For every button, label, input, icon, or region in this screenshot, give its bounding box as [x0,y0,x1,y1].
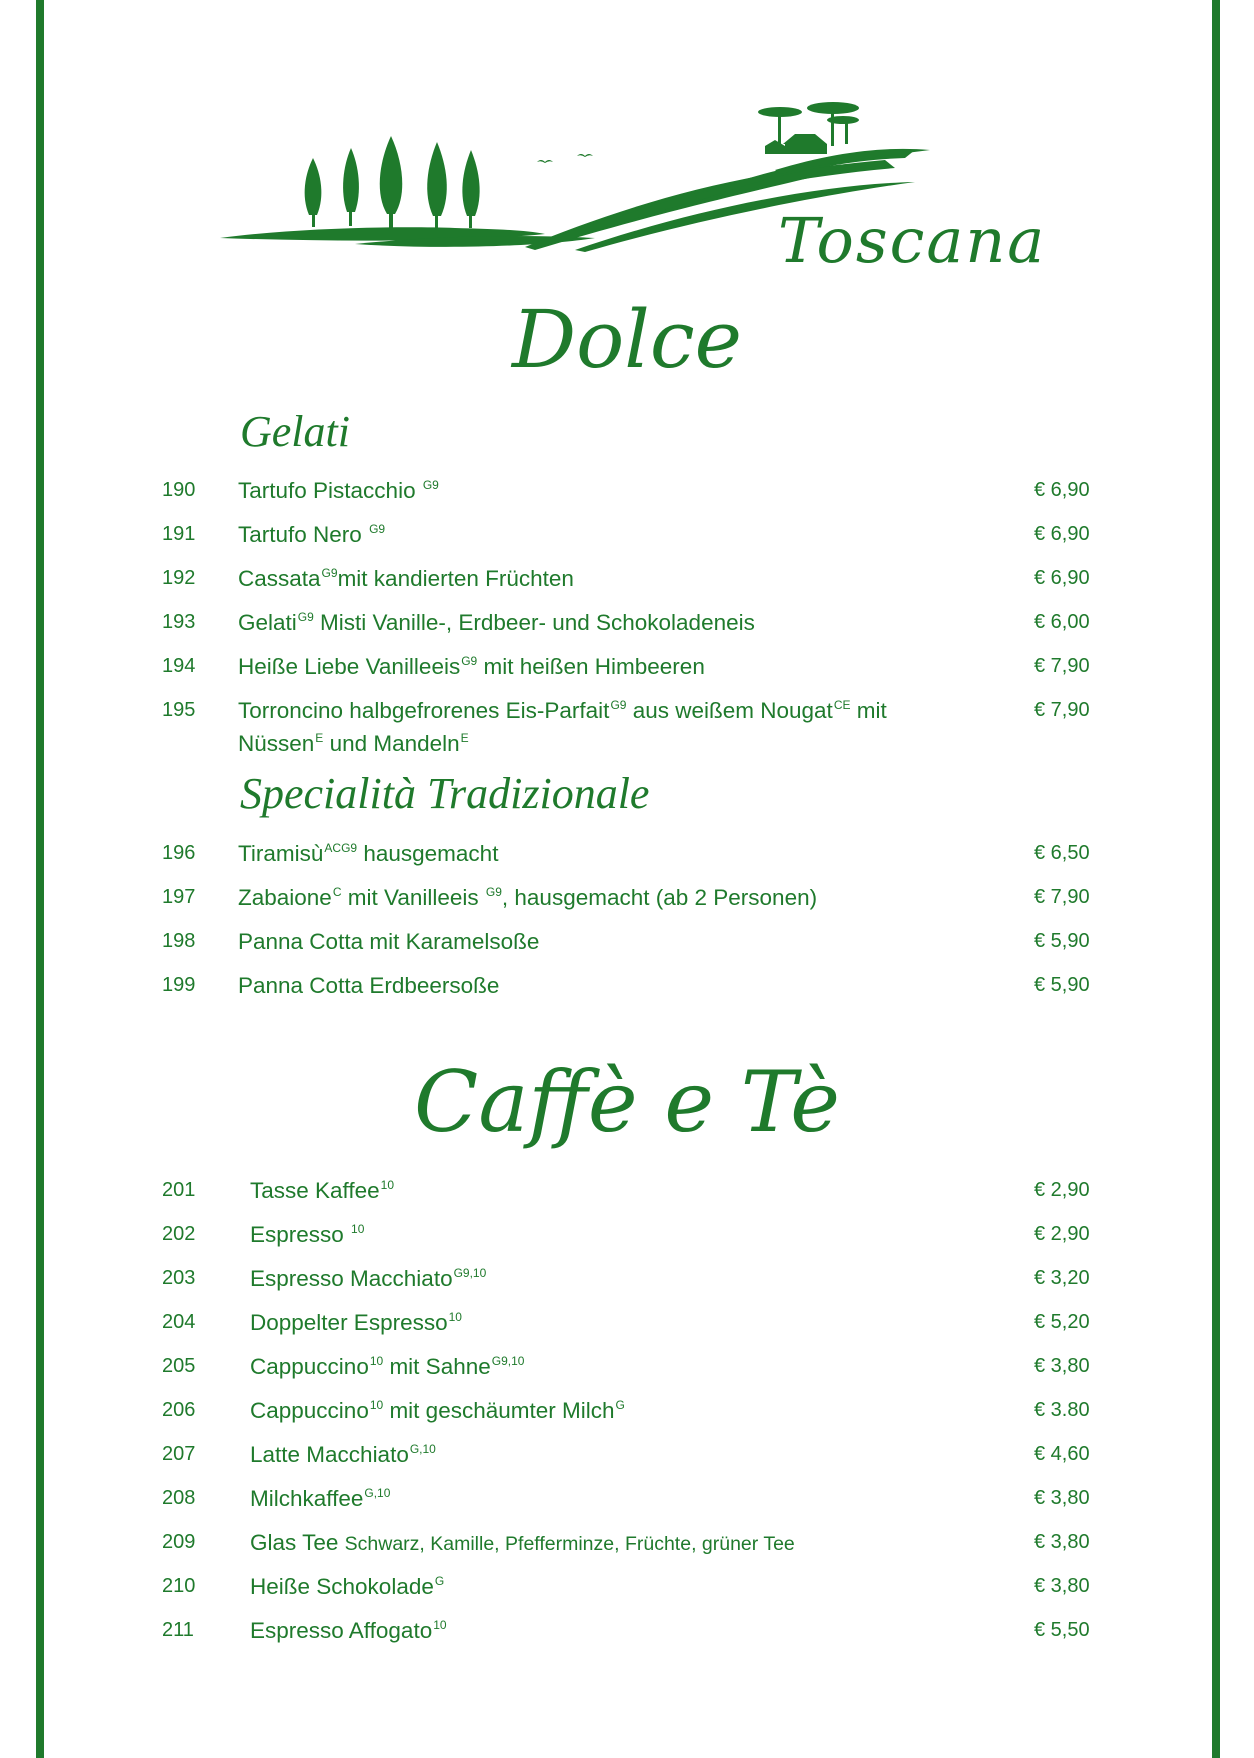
item-number: 206 [162,1399,196,1421]
allergen-code: G9,10 [491,1354,525,1368]
tea-varieties: Schwarz, Kamille, Pfefferminze, Früchte, grüner Tee [344,1533,795,1555]
item-number: 195 [162,699,196,721]
item-price: € 2,90 [1034,1179,1090,1201]
item-number: 198 [162,930,196,952]
item-description: Espresso Macchiato$^{G9,10}$ [250,1266,487,1291]
item-description: Milchkaffee$^{G,10}$ [250,1486,391,1511]
allergen-code: G9 [485,885,502,899]
item-number: 210 [162,1575,196,1597]
item-number: 194 [162,655,196,677]
item-price: € 6,90 [1034,567,1090,589]
caffe-title: Caffè e Tè [414,1053,840,1151]
allergen-code: 10 [351,1222,365,1236]
item-number: 192 [162,567,196,589]
item-price: € 6,50 [1034,842,1090,864]
item-description: Tiramisù$^{ACG9}$ hausgemacht [238,841,499,866]
item-price: € 5,50 [1034,1619,1090,1641]
page-border-right [1212,0,1220,1758]
allergen-code: ACG9 [324,841,358,855]
item-description: Cappuccino$^{10}$ mit Sahne$^{G9,10}$ [250,1354,525,1379]
allergen-code: E [460,731,469,745]
allergen-code: G [615,1398,625,1412]
item-number: 207 [162,1443,196,1465]
item-price: € 3,80 [1034,1575,1090,1597]
allergen-code: G9 [610,698,627,712]
item-price: € 6,00 [1034,611,1090,633]
allergen-code: 10 [369,1398,384,1412]
allergen-code: 10 [380,1178,395,1192]
item-price: € 7,90 [1034,886,1090,908]
gelati-heading: Gelati [240,407,350,456]
item-description: Tartufo Pistacchio $^{G9}$ [238,478,439,503]
item-number: 199 [162,974,196,996]
item-description: Doppelter Espresso$^{10}$ [250,1310,462,1335]
specialita-heading: Specialità Tradizionale [240,769,650,818]
restaurant-name: Toscana [778,204,1047,277]
item-description: Zabaione$^C$ mit Vanilleeis $^{G9}$, hausgemacht (ab 2 Personen) [238,885,818,910]
item-price: € 7,90 [1034,655,1090,677]
item-number: 201 [162,1179,196,1201]
item-number: 203 [162,1267,196,1289]
allergen-code: E [315,731,324,745]
allergen-code: CE [833,698,851,712]
item-price: € 2,90 [1034,1223,1090,1245]
item-description: Heiße Liebe Vanilleeis$^{G9}$ mit heißen Himbeeren [238,654,705,679]
item-price: € 6,90 [1034,479,1090,501]
item-price: € 3,80 [1034,1487,1090,1509]
dolce-title: Dolce [511,293,743,386]
allergen-code: G9,10 [453,1266,487,1280]
item-description: Heiße Schokolade$^G$ [250,1574,445,1599]
allergen-code: 10 [433,1618,447,1632]
item-description: Latte Macchiato$^{G,10}$ [250,1442,436,1467]
allergen-code: G,10 [409,1442,436,1456]
allergen-code: G9 [369,522,386,536]
item-description: Panna Cotta mit Karamelsoße [238,929,540,954]
item-description: Gelati$^{G9}$ Misti Vanille-, Erdbeer- und Schokoladeneis [238,610,755,635]
item-number: 196 [162,842,196,864]
item-number: 190 [162,479,196,501]
item-number: 204 [162,1311,196,1333]
item-number: 202 [162,1223,196,1245]
item-price: € 5,90 [1034,974,1090,996]
item-price: € 5,20 [1034,1311,1090,1333]
item-price: € 4,60 [1034,1443,1090,1465]
item-description: Tasse Kaffee$^{10}$ [250,1178,395,1203]
allergen-code: 10 [448,1310,462,1324]
item-number: 209 [162,1531,196,1553]
item-price: € 3.80 [1034,1399,1090,1421]
item-number: 191 [162,523,196,545]
item-price: € 3,80 [1034,1531,1090,1553]
allergen-code: 10 [369,1354,384,1368]
allergen-code: G9 [461,654,478,668]
item-description: Torroncino halbgefrorenes Eis-Parfait$^{G9}$ aus weißem Nougat$^{CE}$ mit Nüssen$^E$ und Mandeln$^E$ [238,698,887,756]
item-price: € 3,80 [1034,1355,1090,1377]
allergen-code: G9 [297,610,314,624]
item-description: Glas Tee Schwarz, Kamille, Pfefferminze, Früchte, grüner Tee [250,1530,795,1555]
allergen-code: G [434,1574,445,1588]
item-description: Cappuccino$^{10}$ mit geschäumter Milch$^G$ [250,1398,625,1423]
item-description: Cassata$^{G9}$mit kandierten Früchten [238,566,574,591]
item-description: Espresso Affogato$^{10}$ [250,1618,447,1643]
item-number: 205 [162,1355,196,1377]
item-price: € 7,90 [1034,699,1090,721]
allergen-code: G9 [321,566,338,580]
item-price: € 3,20 [1034,1267,1090,1289]
allergen-code: C [332,885,342,899]
item-number: 208 [162,1487,196,1509]
item-price: € 6,90 [1034,523,1090,545]
item-number: 197 [162,886,196,908]
item-number: 211 [162,1619,194,1641]
allergen-code: G,10 [364,1486,391,1500]
page-border-left [36,0,44,1758]
item-description: Espresso $^{10}$ [250,1222,365,1247]
allergen-code: G9 [422,478,439,492]
item-description: Panna Cotta Erdbeersoße [238,973,500,998]
item-price: € 5,90 [1034,930,1090,952]
item-description: Tartufo Nero $^{G9}$ [238,522,386,547]
item-number: 193 [162,611,196,633]
